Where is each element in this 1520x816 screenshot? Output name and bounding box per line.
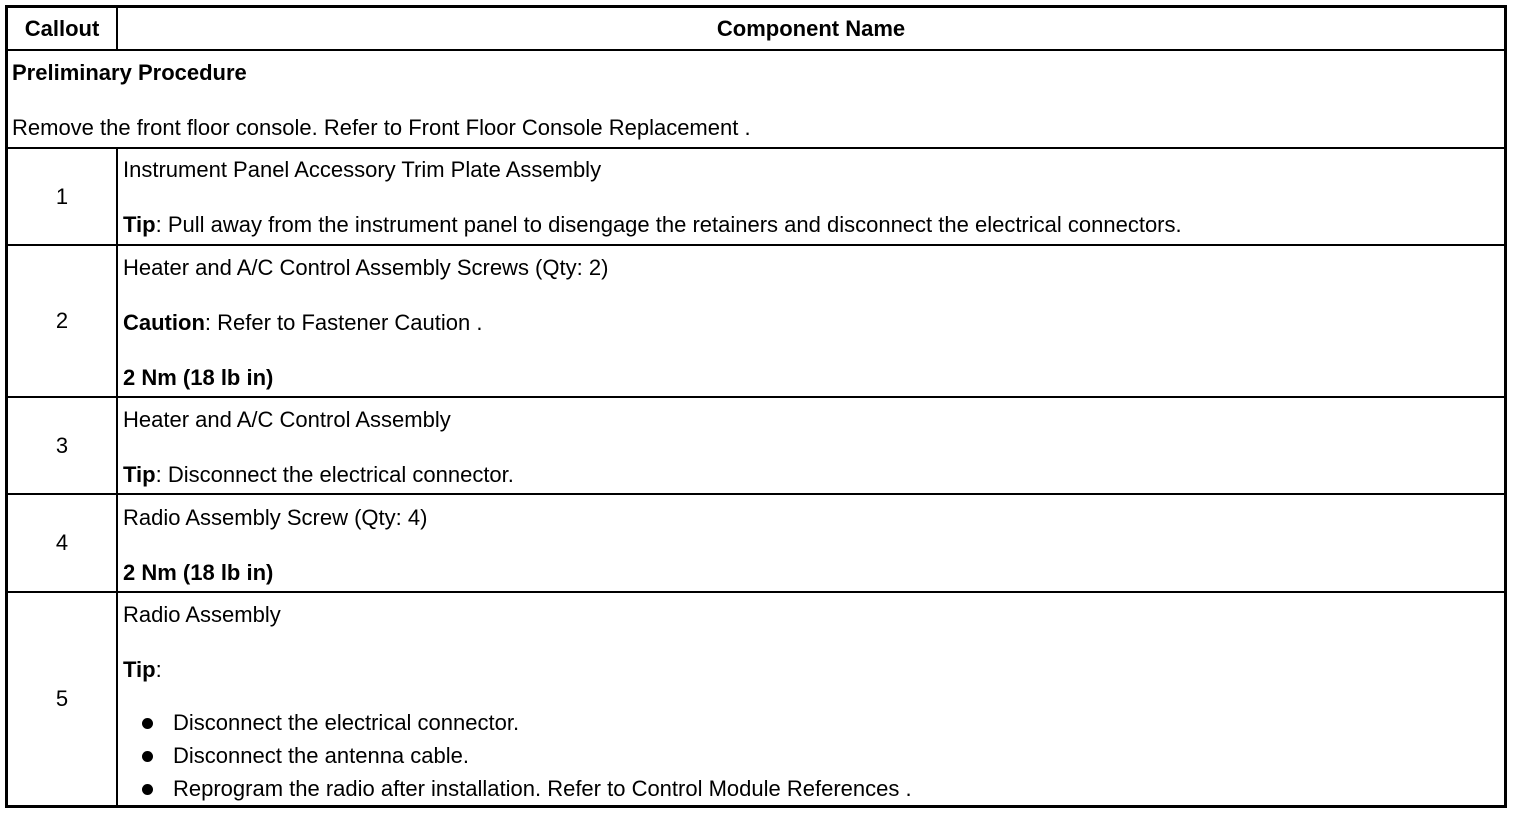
component-name: Instrument Panel Accessory Trim Plate Assembly bbox=[123, 157, 602, 182]
tip-line bbox=[123, 212, 1182, 238]
component-cell bbox=[118, 593, 1504, 805]
bullet-item: Reprogram the radio after installation. Refer to Control Module References . bbox=[173, 776, 912, 801]
preliminary-text: Remove the front floor console. Refer to Front Floor Console Replacement . bbox=[12, 115, 751, 140]
bullet-dot-icon bbox=[142, 718, 153, 729]
caution-label: Caution bbox=[123, 310, 205, 335]
table-row bbox=[8, 398, 1504, 495]
table-row bbox=[8, 593, 1504, 805]
component-cell bbox=[118, 149, 1504, 244]
torque-spec: 2 Nm (18 lb in) bbox=[123, 560, 274, 585]
preliminary-title: Preliminary Procedure bbox=[12, 60, 247, 85]
caution-line bbox=[123, 310, 482, 336]
table-row bbox=[8, 495, 1504, 593]
callout-cell bbox=[8, 495, 118, 591]
bullet-dot-icon bbox=[142, 751, 153, 762]
callout-number: 5 bbox=[55, 686, 69, 711]
component-name: Radio Assembly Screw (Qty: 4) bbox=[123, 505, 428, 530]
tip-label: Tip bbox=[123, 657, 156, 682]
bullet-item: Disconnect the electrical connector. bbox=[173, 710, 520, 735]
tip-text: : Pull away from the instrument panel to disengage the retainers and disconnect the electrical connectors. bbox=[155, 212, 1182, 237]
tip-line bbox=[123, 657, 162, 683]
header-callout: Callout bbox=[24, 16, 100, 41]
caution-text: : Refer to Fastener Caution . bbox=[204, 310, 483, 335]
callout-number: 4 bbox=[55, 530, 69, 555]
table-header-row bbox=[8, 8, 1504, 51]
callout-cell bbox=[8, 149, 118, 244]
callout-number: 2 bbox=[55, 308, 69, 333]
callout-number: 1 bbox=[55, 183, 69, 209]
table-row bbox=[8, 246, 1504, 398]
bullet-dot-icon bbox=[142, 784, 153, 795]
component-cell bbox=[118, 246, 1504, 396]
header-component-name: Component Name bbox=[716, 16, 906, 41]
bullet-item: Disconnect the antenna cable. bbox=[173, 743, 469, 768]
tip-line bbox=[123, 462, 514, 488]
component-name: Heater and A/C Control Assembly bbox=[123, 407, 451, 432]
table-row bbox=[8, 149, 1504, 246]
procedure-table bbox=[5, 5, 1507, 808]
callout-number: 3 bbox=[55, 432, 69, 458]
preliminary-row bbox=[8, 51, 1504, 149]
tip-label: Tip bbox=[123, 462, 156, 487]
tip-text: : Disconnect the electrical connector. bbox=[155, 462, 514, 487]
header-component-cell bbox=[118, 8, 1504, 49]
component-cell bbox=[118, 398, 1504, 493]
callout-cell bbox=[8, 246, 118, 396]
callout-cell bbox=[8, 398, 118, 493]
component-name: Radio Assembly bbox=[123, 602, 281, 627]
torque-spec: 2 Nm (18 lb in) bbox=[123, 365, 274, 390]
callout-cell bbox=[8, 593, 118, 805]
tip-label: Tip bbox=[123, 212, 156, 237]
header-callout-cell bbox=[8, 8, 118, 49]
component-cell bbox=[118, 495, 1504, 591]
component-name: Heater and A/C Control Assembly Screws (Qty: 2) bbox=[123, 255, 609, 280]
tip-text: : bbox=[155, 657, 162, 682]
